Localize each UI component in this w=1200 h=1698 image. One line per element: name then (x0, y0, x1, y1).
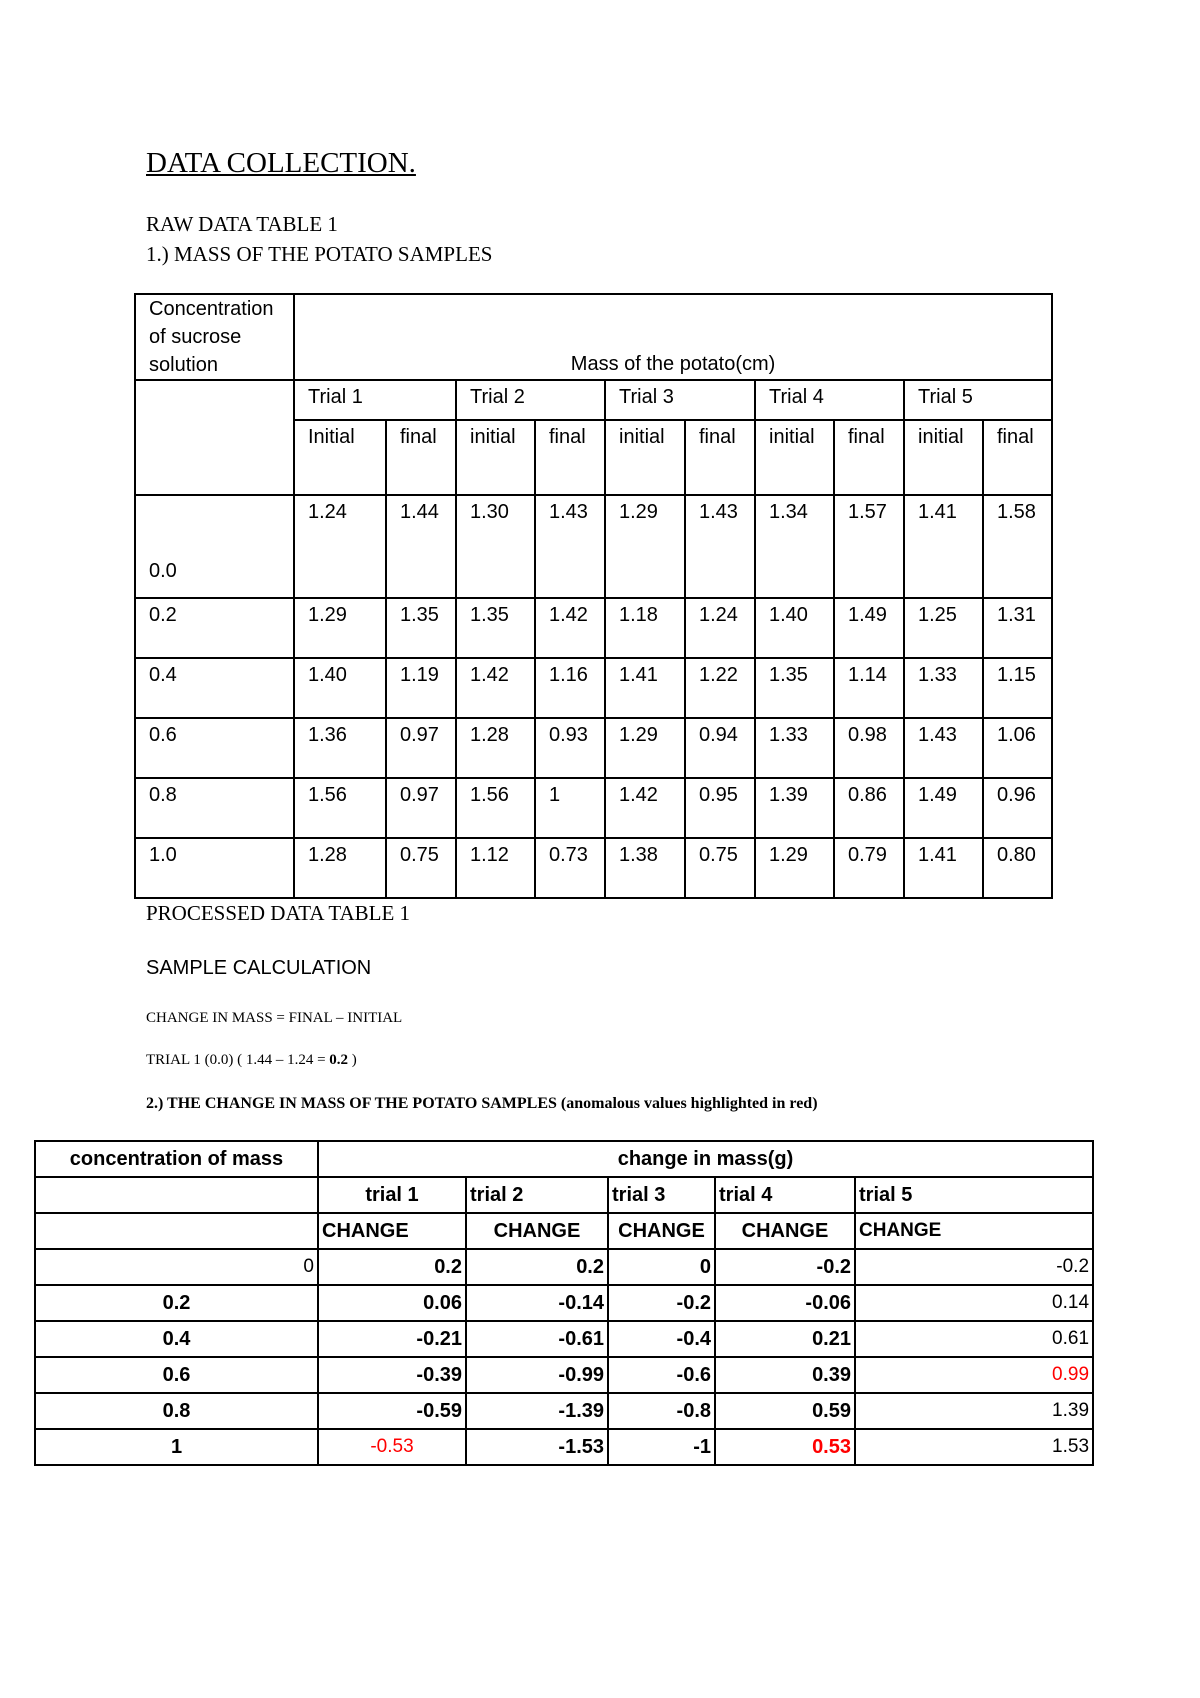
raw-value-cell: 1.33 (755, 718, 834, 778)
proc-trial-header: trial 5 (855, 1177, 1093, 1213)
raw-value-cell: 1.29 (755, 838, 834, 898)
proc-trial-header: trial 2 (466, 1177, 608, 1213)
raw-value-cell: 1.29 (294, 598, 386, 658)
raw-subheader: final (685, 420, 755, 495)
raw-subheader: Initial (294, 420, 386, 495)
raw-value-cell: 1.43 (685, 495, 755, 598)
raw-value-cell: 0.94 (685, 718, 755, 778)
raw-value-cell: 1.22 (685, 658, 755, 718)
raw-value-cell: 1.57 (834, 495, 904, 598)
proc-value-cell: 0.21 (715, 1321, 855, 1357)
raw-value-cell: 1.42 (605, 778, 685, 838)
raw-value-cell: 1.42 (456, 658, 535, 718)
raw-subheader: initial (456, 420, 535, 495)
raw-value-cell: 1.35 (386, 598, 456, 658)
proc-trial-header: trial 1 (318, 1177, 466, 1213)
proc-trial-header: trial 4 (715, 1177, 855, 1213)
proc-anomaly-cell: 0.99 (855, 1357, 1093, 1393)
proc-anomaly-cell: 0.53 (715, 1429, 855, 1465)
raw-value-cell: 1.49 (834, 598, 904, 658)
proc-trial-header: trial 3 (608, 1177, 715, 1213)
raw-value-cell: 0.95 (685, 778, 755, 838)
raw-value-cell: 1.39 (755, 778, 834, 838)
proc-concentration-cell: 1 (35, 1429, 318, 1465)
example-result: 0.2 (329, 1052, 349, 1068)
table-row (135, 658, 1052, 718)
raw-value-cell: 0.80 (983, 838, 1052, 898)
raw-subheader: final (386, 420, 456, 495)
table-row (135, 718, 1052, 778)
raw-trial-header: Trial 2 (456, 380, 605, 420)
table-row (35, 1249, 1093, 1285)
raw-value-cell: 1.19 (386, 658, 456, 718)
raw-value-cell: 1.30 (456, 495, 535, 598)
table-row (35, 1393, 1093, 1429)
proc-value-cell: -1.53 (466, 1429, 608, 1465)
proc-value-cell: 0.59 (715, 1393, 855, 1429)
raw-corner-header: Concentration of sucrose solution (135, 294, 294, 380)
proc-value-cell: -0.6 (608, 1357, 715, 1393)
raw-value-cell: 1.28 (294, 838, 386, 898)
table-row (35, 1429, 1093, 1465)
proc-change-header: CHANGE (715, 1213, 855, 1249)
raw-value-cell: 1 (535, 778, 605, 838)
raw-subheader: final (834, 420, 904, 495)
proc-value-cell: -1 (608, 1429, 715, 1465)
raw-trial-header: Trial 1 (294, 380, 456, 420)
raw-value-cell: 1.29 (605, 495, 685, 598)
proc-change-header: CHANGE (855, 1213, 1093, 1249)
raw-value-cell: 1.38 (605, 838, 685, 898)
proc-value-cell: -0.21 (318, 1321, 466, 1357)
proc-value-cell: -0.99 (466, 1357, 608, 1393)
raw-value-cell: 1.34 (755, 495, 834, 598)
proc-value-cell: 0.61 (855, 1321, 1093, 1357)
raw-value-cell: 1.24 (685, 598, 755, 658)
raw-value-cell: 1.16 (535, 658, 605, 718)
proc-concentration-cell: 0 (35, 1249, 318, 1285)
raw-value-cell: 0.97 (386, 778, 456, 838)
raw-value-cell: 1.29 (605, 718, 685, 778)
raw-value-cell: 0.73 (535, 838, 605, 898)
proc-value-cell: -0.06 (715, 1285, 855, 1321)
raw-merged-header: Mass of the potato(cm) (294, 294, 1052, 380)
raw-value-cell: 0.86 (834, 778, 904, 838)
raw-value-cell: 1.14 (834, 658, 904, 718)
proc-value-cell: 1.53 (855, 1429, 1093, 1465)
raw-trial-header: Trial 3 (605, 380, 755, 420)
raw-value-cell: 1.43 (904, 718, 983, 778)
example-suffix: ) (348, 1052, 357, 1068)
raw-value-cell: 1.15 (983, 658, 1052, 718)
raw-value-cell: 1.40 (755, 598, 834, 658)
raw-concentration-cell: 0.2 (135, 598, 294, 658)
raw-value-cell: 1.56 (456, 778, 535, 838)
proc-value-cell: -0.39 (318, 1357, 466, 1393)
proc-value-cell: -0.61 (466, 1321, 608, 1357)
raw-value-cell: 1.12 (456, 838, 535, 898)
proc-value-cell: 0.39 (715, 1357, 855, 1393)
raw-value-cell: 1.41 (904, 495, 983, 598)
raw-value-cell: 1.41 (605, 658, 685, 718)
raw-subheader: initial (755, 420, 834, 495)
proc-value-cell: 0.2 (466, 1249, 608, 1285)
proc-value-cell: -0.59 (318, 1393, 466, 1429)
proc-value-cell: -0.8 (608, 1393, 715, 1429)
raw-value-cell: 1.44 (386, 495, 456, 598)
raw-trial-header: Trial 5 (904, 380, 1052, 420)
raw-data-table (134, 293, 1053, 899)
raw-value-cell: 1.41 (904, 838, 983, 898)
table-row (35, 1357, 1093, 1393)
proc-value-cell: 0 (608, 1249, 715, 1285)
table-row (135, 495, 1052, 598)
raw-value-cell: 0.75 (685, 838, 755, 898)
raw-value-cell: 0.75 (386, 838, 456, 898)
processed-data-table (34, 1140, 1094, 1466)
proc-value-cell: 0.2 (318, 1249, 466, 1285)
calculation-example (146, 1052, 357, 1069)
table-row (35, 1285, 1093, 1321)
raw-value-cell: 1.18 (605, 598, 685, 658)
calculation-formula: CHANGE IN MASS = FINAL – INITIAL (146, 1010, 403, 1026)
proc-empty-cell (35, 1177, 318, 1213)
raw-value-cell: 1.40 (294, 658, 386, 718)
proc-value-cell: -1.39 (466, 1393, 608, 1429)
raw-concentration-cell: 0.0 (135, 495, 294, 598)
raw-value-cell: 1.06 (983, 718, 1052, 778)
raw-value-cell: 0.96 (983, 778, 1052, 838)
proc-value-cell: -0.2 (855, 1249, 1093, 1285)
page-title: DATA COLLECTION. (146, 147, 416, 179)
raw-concentration-cell: 1.0 (135, 838, 294, 898)
raw-concentration-cell: 0.8 (135, 778, 294, 838)
raw-value-cell: 1.58 (983, 495, 1052, 598)
raw-value-cell: 1.28 (456, 718, 535, 778)
table-row (35, 1321, 1093, 1357)
proc-concentration-cell: 0.6 (35, 1357, 318, 1393)
proc-anomaly-cell: -0.53 (318, 1429, 466, 1465)
proc-concentration-cell: 0.4 (35, 1321, 318, 1357)
sample-calculation-heading: SAMPLE CALCULATION (146, 957, 372, 979)
raw-value-cell: 0.97 (386, 718, 456, 778)
proc-value-cell: -0.2 (715, 1249, 855, 1285)
raw-empty-cell (135, 380, 294, 495)
raw-subheader: final (983, 420, 1052, 495)
raw-value-cell: 1.33 (904, 658, 983, 718)
proc-concentration-cell: 0.8 (35, 1393, 318, 1429)
raw-trial-header: Trial 4 (755, 380, 904, 420)
processed-data-heading: PROCESSED DATA TABLE 1 (146, 901, 411, 925)
table-row (135, 838, 1052, 898)
raw-value-cell: 1.25 (904, 598, 983, 658)
proc-value-cell: 1.39 (855, 1393, 1093, 1429)
proc-change-header: CHANGE (466, 1213, 608, 1249)
raw-concentration-cell: 0.6 (135, 718, 294, 778)
raw-subheader: initial (904, 420, 983, 495)
proc-value-cell: 0.14 (855, 1285, 1093, 1321)
raw-value-cell: 1.24 (294, 495, 386, 598)
table-row (135, 598, 1052, 658)
raw-value-cell: 1.35 (456, 598, 535, 658)
table-row (135, 778, 1052, 838)
raw-value-cell: 0.79 (834, 838, 904, 898)
raw-data-subheading: 1.) MASS OF THE POTATO SAMPLES (146, 242, 493, 266)
proc-value-cell: -0.4 (608, 1321, 715, 1357)
raw-subheader: final (535, 420, 605, 495)
proc-merged-header: change in mass(g) (318, 1141, 1093, 1177)
raw-value-cell: 1.36 (294, 718, 386, 778)
processed-data-subheading: 2.) THE CHANGE IN MASS OF THE POTATO SAMPLES (anomalous values highlighted in red) (146, 1095, 818, 1112)
proc-value-cell: -0.14 (466, 1285, 608, 1321)
proc-change-header: CHANGE (318, 1213, 466, 1249)
raw-value-cell: 0.93 (535, 718, 605, 778)
raw-value-cell: 1.49 (904, 778, 983, 838)
raw-data-heading: RAW DATA TABLE 1 (146, 212, 338, 236)
proc-concentration-cell: 0.2 (35, 1285, 318, 1321)
raw-concentration-cell: 0.4 (135, 658, 294, 718)
proc-change-header: CHANGE (608, 1213, 715, 1249)
proc-empty-cell (35, 1213, 318, 1249)
raw-value-cell: 1.42 (535, 598, 605, 658)
raw-value-cell: 1.31 (983, 598, 1052, 658)
raw-value-cell: 1.43 (535, 495, 605, 598)
proc-value-cell: -0.2 (608, 1285, 715, 1321)
proc-corner-header: concentration of mass (35, 1141, 318, 1177)
raw-value-cell: 1.35 (755, 658, 834, 718)
proc-value-cell: 0.06 (318, 1285, 466, 1321)
raw-value-cell: 0.98 (834, 718, 904, 778)
raw-value-cell: 1.56 (294, 778, 386, 838)
example-prefix: TRIAL 1 (0.0) ( 1.44 – 1.24 = (146, 1052, 330, 1068)
raw-subheader: initial (605, 420, 685, 495)
